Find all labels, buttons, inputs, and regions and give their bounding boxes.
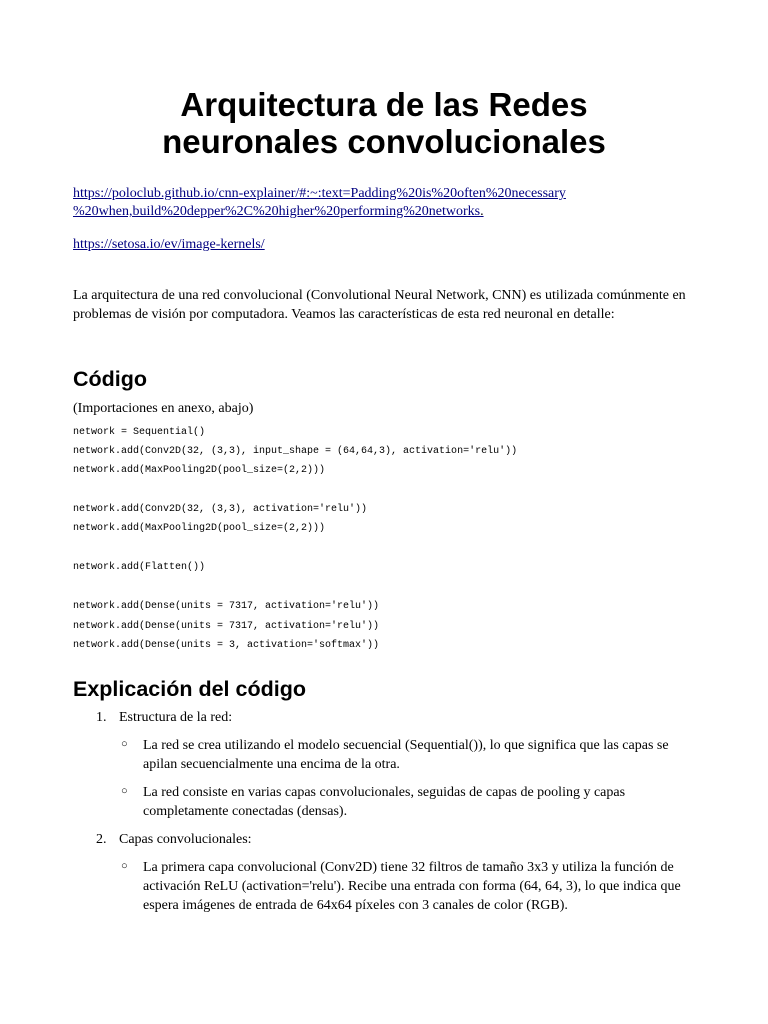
- heading-codigo: Código: [73, 367, 148, 391]
- code-line: network.add(Dense(units = 7317, activation='relu')): [73, 601, 380, 612]
- link-trailing-period: .: [480, 204, 484, 219]
- heading-explicacion: Explicación del código: [73, 677, 306, 701]
- code-line: network.add(Dense(units = 3, activation='softmax')): [73, 640, 380, 651]
- page-title: [0, 86, 768, 160]
- code-line: network.add(Conv2D(32, (3,3), activation='relu')): [73, 504, 368, 515]
- code-line: network.add(Dense(units = 7317, activation='relu')): [73, 621, 380, 632]
- cnn-explainer-link-line-2-wrap: [73, 203, 484, 221]
- list-number: 1.: [96, 710, 107, 725]
- title-line-1: Arquitectura de las Redes: [180, 86, 588, 123]
- code-line: network.add(MaxPooling2D(pool_size=(2,2))): [73, 465, 326, 476]
- list-number: 2.: [96, 832, 107, 847]
- sub-list-item: La red consiste en varias capas convolucionales, seguidas de capas de pooling y capas completamente conectadas (densas).: [143, 785, 626, 819]
- title-line-2: neuronales convolucionales: [162, 123, 606, 160]
- intro-paragraph: La arquitectura de una red convolucional (Convolutional Neural Network, CNN) es utilizada comúnmente en problemas de visión por computadora. Veamos las características de esta red neuronal en detalle:: [73, 288, 686, 322]
- code-line: network.add(Conv2D(32, (3,3), input_shape = (64,64,3), activation='relu')): [73, 446, 518, 457]
- image-kernels-link[interactable]: https://setosa.io/ev/image-kernels/: [73, 237, 265, 252]
- sub-list-item: La red se crea utilizando el modelo secuencial (Sequential()), lo que significa que las capas se apilan secuencialmente una encima de la otra.: [143, 738, 669, 772]
- sub-list-item: La primera capa convolucional (Conv2D) tiene 32 filtros de tamaño 3x3 y utiliza la función de activación ReLU (activation='relu'). Recibe una entrada con forma (64, 64, 3), lo que indica que espera imágenes de entrada de 64x64 píxeles con 3 canales de color (RGB).: [143, 860, 681, 913]
- code-line: network.add(MaxPooling2D(pool_size=(2,2))): [73, 523, 326, 534]
- code-line: network.add(Flatten()): [73, 562, 206, 573]
- code-line: network = Sequential(): [73, 427, 206, 438]
- list-item: Estructura de la red:: [119, 710, 233, 725]
- cnn-explainer-link-line-2[interactable]: %20when,build%20depper%2C%20higher%20performing%20networks: [73, 204, 481, 219]
- list-item: Capas convolucionales:: [119, 832, 252, 847]
- cnn-explainer-link-line-1[interactable]: https://poloclub.github.io/cnn-explainer/#:~:text=Padding%20is%20often%20necessary: [73, 186, 566, 201]
- bullet-icon: ○: [121, 785, 128, 797]
- bullet-icon: ○: [121, 738, 128, 750]
- bullet-icon: ○: [121, 860, 128, 872]
- imports-note: (Importaciones en anexo, abajo): [73, 401, 254, 416]
